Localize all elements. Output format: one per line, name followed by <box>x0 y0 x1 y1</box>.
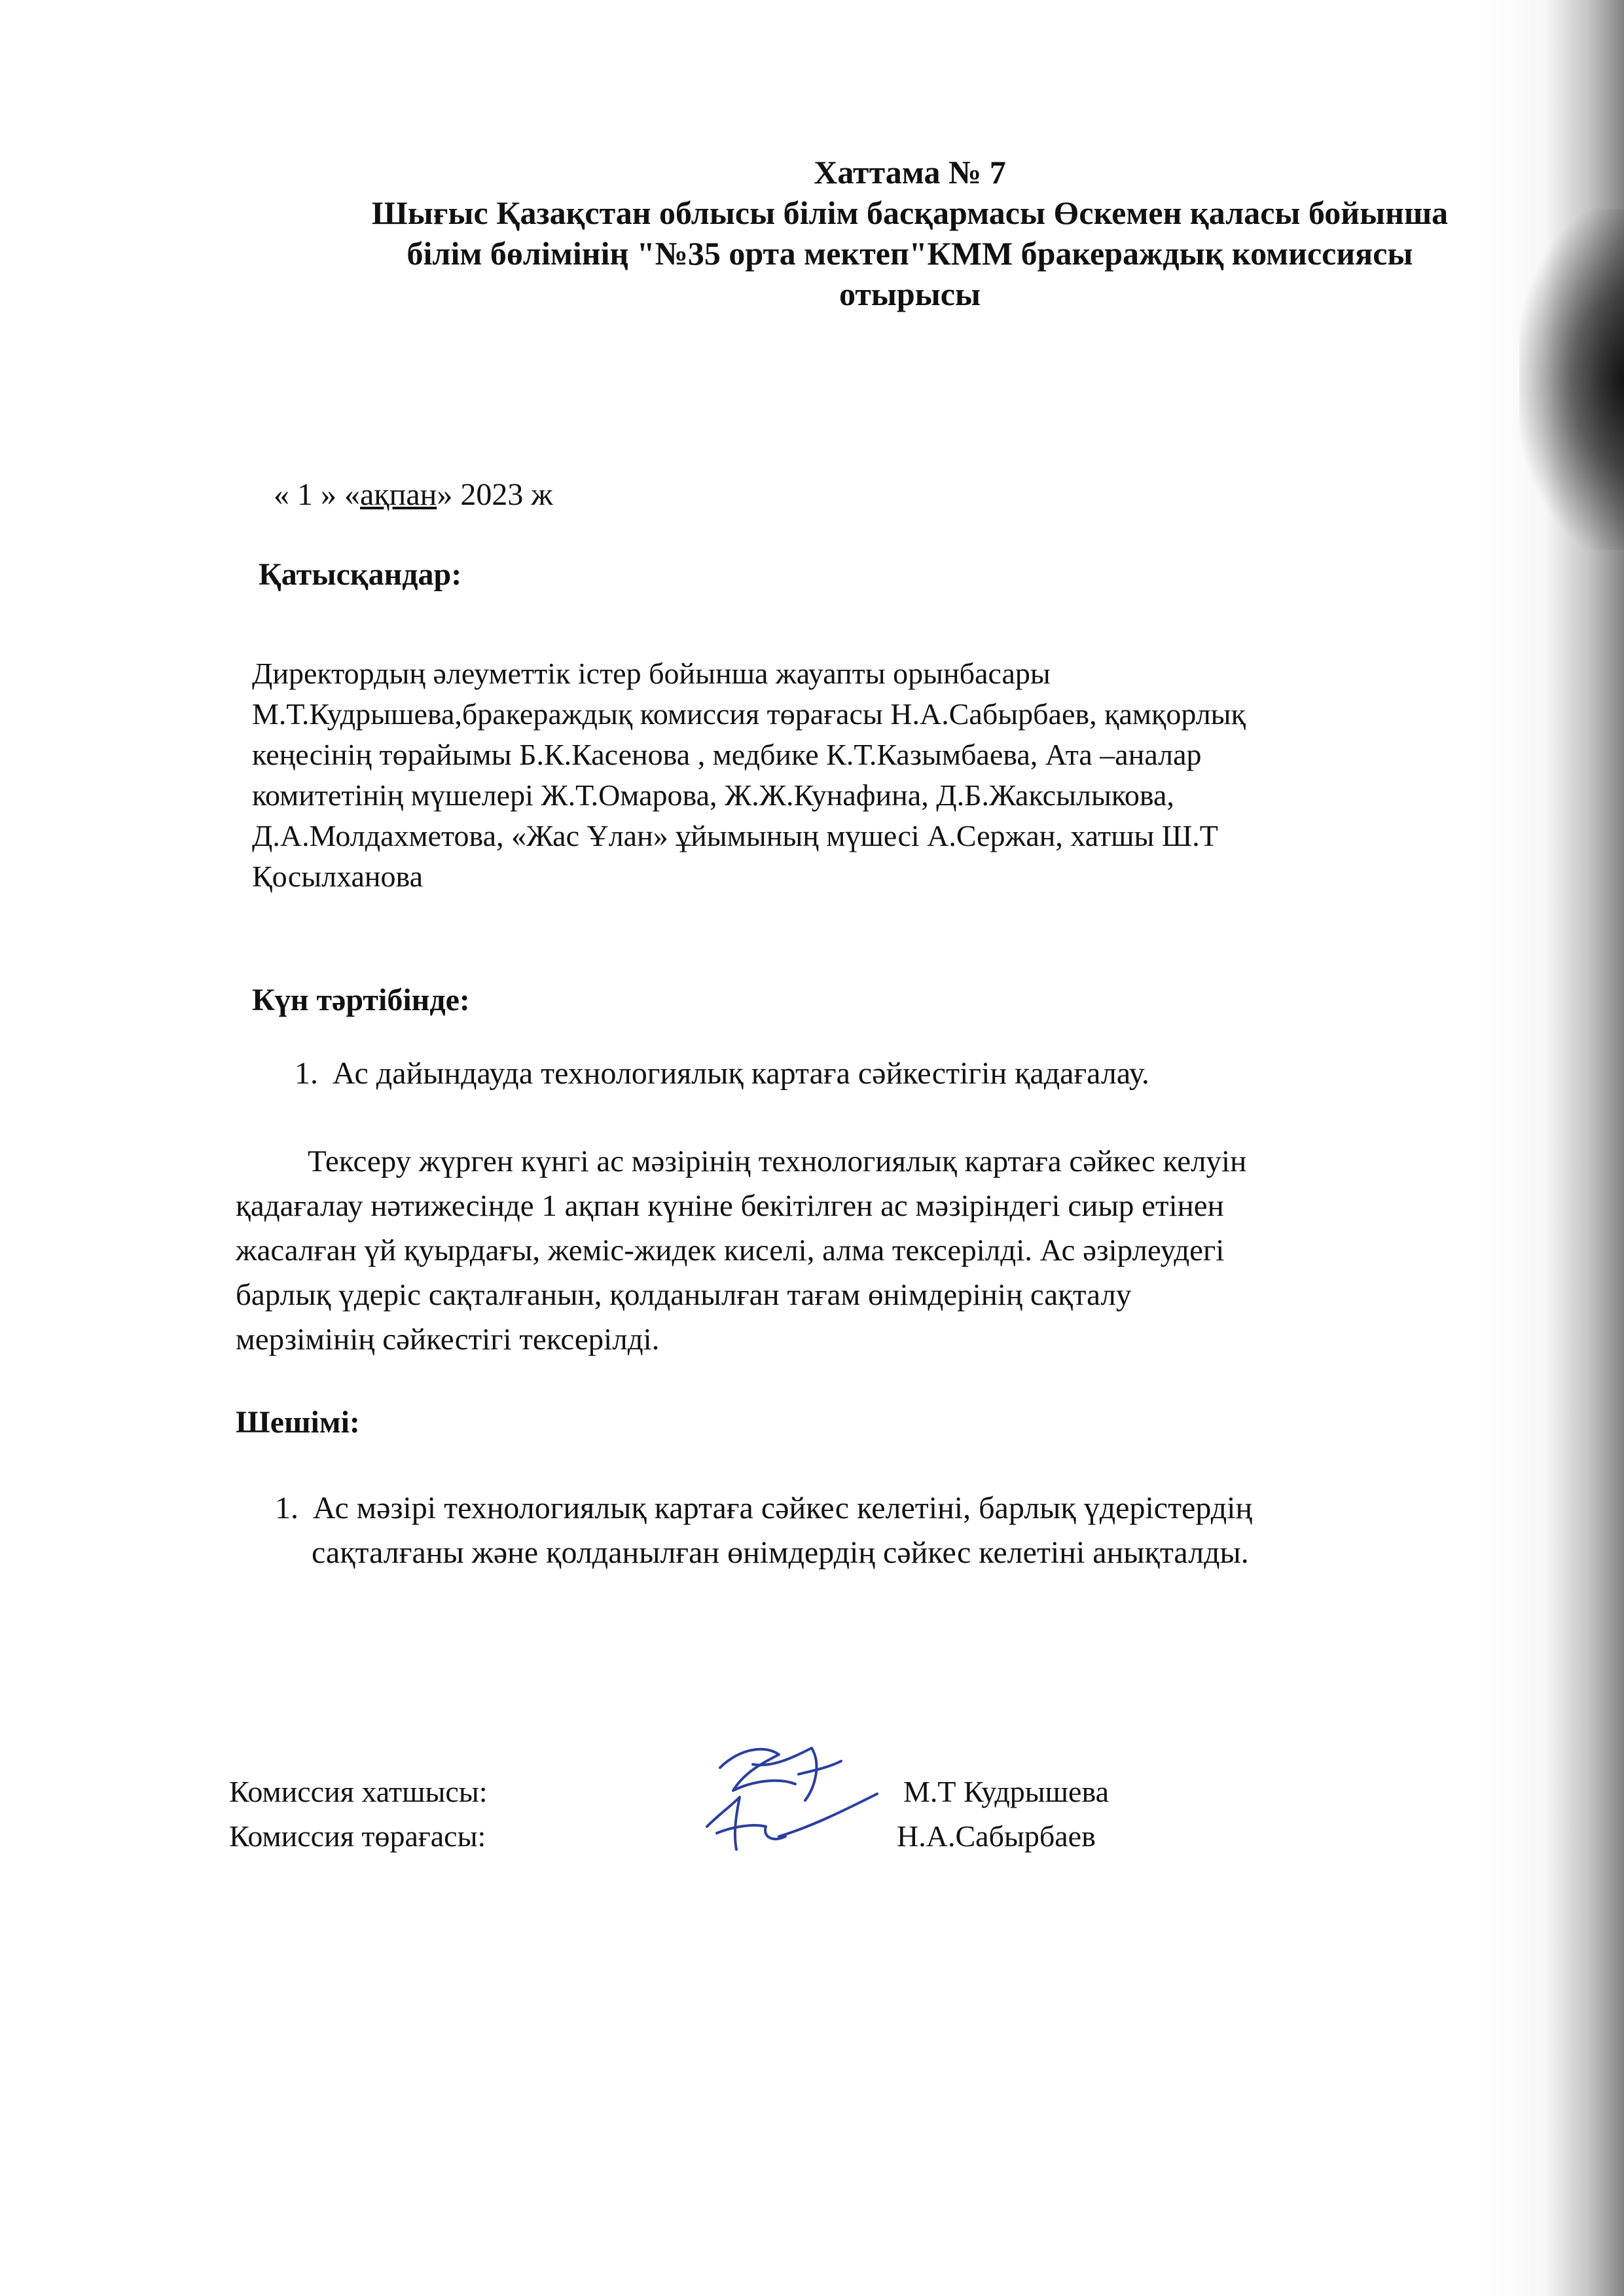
agenda-item-number: 1. <box>295 1056 318 1091</box>
secretary-label: Комиссия хатшысы: <box>229 1775 488 1808</box>
inspection-line: қадағалау нәтижесінде 1 ақпан күніне бекітілген ас мәзіріндегі сиыр етінен <box>236 1189 1224 1223</box>
inspection-line: жасалған үй қуырдағы, жеміс-жидек киселі, алма тексерілді. Ас әзірлеудегі <box>236 1233 1225 1267</box>
title-line: Хаттама № 7 <box>814 154 1006 191</box>
agenda-heading: Күн тәртібінде: <box>252 983 470 1017</box>
participants-line: Директордың әлеуметтік істер бойынша жауапты орынбасары <box>252 657 1051 690</box>
decision-item <box>275 1486 1252 1575</box>
date-suffix: » 2023 ж <box>437 477 553 512</box>
chair-label: Комиссия төрағасы: <box>229 1819 486 1853</box>
participants-line: комитетінің мүшелері Ж.Т.Омарова, Ж.Ж.Кунафина, Д.Б.Жаксылыкова, <box>252 778 1174 812</box>
title-line: отырысы <box>839 276 981 312</box>
participants-line: М.Т.Кудрышева,бракераждық комиссия төрағасы Н.А.Сабырбаев, қамқорлық <box>252 697 1246 731</box>
document-date <box>274 477 552 513</box>
document-title <box>262 152 1558 314</box>
participants-line: Қосылханова <box>252 860 424 893</box>
decision-item-number: 1. <box>275 1491 298 1525</box>
decision-heading: Шешімі: <box>236 1405 360 1440</box>
title-line: білім бөлімінің "№35 орта мектеп"КММ бракераждық комиссиясы <box>406 235 1413 272</box>
chair-name: Н.А.Сабырбаев <box>897 1819 1096 1853</box>
date-prefix: « 1 » « <box>274 477 360 512</box>
decision-line-text: Ас мәзірі технологиялық картаға сәйкес келетіні, барлық үдерістердің <box>313 1491 1253 1525</box>
secretary-name: М.Т Кудрышева <box>903 1775 1110 1808</box>
participants-line: Д.А.Молдахметова, «Жас Ұлан» ұйымының мүшесі А.Сержан, хатшы Ш.Т <box>252 819 1218 852</box>
inspection-line: мерзімінің сәйкестігі тексерілді. <box>236 1322 660 1357</box>
agenda-item-text: Ас дайындауда технологиялық картаға сәйкестігін қадағалау. <box>333 1056 1149 1091</box>
participants-line: кеңесінің төрайымы Б.К.Касенова , медбике К.Т.Казымбаева, Ата –аналар <box>252 738 1202 771</box>
inspection-line: Тексеру жүрген күнгі ас мәзірінің технологиялық картаға сәйкес келуін <box>308 1144 1247 1178</box>
inspection-line: барлық үдеріс сақталғанын, қолданылған тағам өнімдерінің сақталу <box>236 1278 1132 1312</box>
agenda-item <box>295 1055 1149 1091</box>
title-line: Шығыс Қазақстан облысы білім басқармасы Өскемен қаласы бойынша <box>371 194 1449 231</box>
participants-list <box>252 653 1548 897</box>
decision-line: сақталғаны және қолданылған өнімдердің сәйкес келетіні анықталды. <box>312 1535 1249 1570</box>
participants-heading: Қатысқандар: <box>259 557 462 592</box>
decision-line <box>275 1486 1252 1531</box>
inspection-text <box>236 1139 1545 1362</box>
handwritten-signature <box>681 1728 890 1872</box>
date-month: ақпан <box>360 477 437 512</box>
